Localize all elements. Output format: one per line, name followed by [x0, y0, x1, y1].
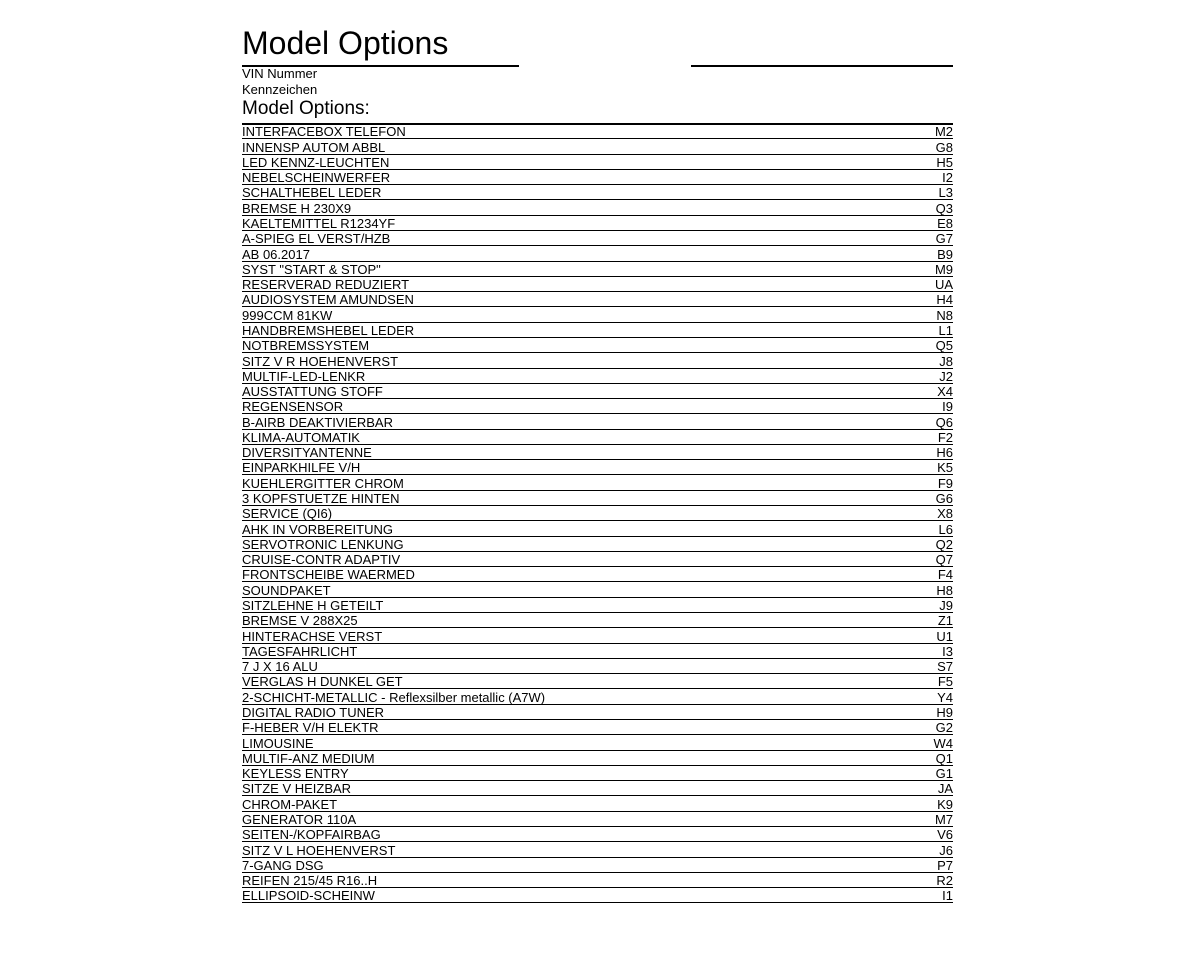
- option-name: SITZ V L HOEHENVERST: [242, 842, 396, 858]
- option-name: RESERVERAD REDUZIERT: [242, 277, 410, 293]
- vin-label: VIN Nummer: [242, 66, 318, 81]
- option-name: BREMSE V 288X25: [242, 613, 358, 629]
- option-row: [242, 858, 953, 873]
- option-row: [242, 323, 953, 338]
- plate-label: Kennzeichen: [242, 82, 318, 97]
- option-name: HINTERACHSE VERST: [242, 628, 383, 644]
- option-name: LED KENNZ-LEUCHTEN: [242, 154, 390, 170]
- option-row: [242, 674, 953, 689]
- option-code: F4: [937, 567, 953, 583]
- option-code: S7: [937, 659, 953, 675]
- option-row: [242, 262, 953, 277]
- option-name: HANDBREMSHEBEL LEDER: [242, 322, 415, 338]
- option-row: [242, 231, 953, 246]
- option-row: [242, 582, 953, 597]
- option-code: Q2: [935, 536, 953, 552]
- option-code: Y4: [937, 689, 953, 705]
- option-row: [242, 200, 953, 215]
- option-row: [242, 170, 953, 185]
- option-code: H4: [936, 292, 953, 308]
- option-name: NOTBREMSSYSTEM: [242, 338, 370, 354]
- option-code: J8: [939, 353, 953, 369]
- option-code: V6: [937, 827, 953, 843]
- option-row: [242, 445, 953, 460]
- option-name: 2-SCHICHT-METALLIC - Reflexsilber metallic (A7W): [242, 689, 546, 705]
- option-code: B9: [937, 246, 953, 262]
- option-name: GENERATOR 110A: [242, 811, 357, 827]
- option-code: P7: [937, 857, 953, 873]
- option-name: KAELTEMITTEL R1234YF: [242, 215, 396, 231]
- option-name: 7 J X 16 ALU: [242, 659, 318, 675]
- option-row: [242, 124, 953, 139]
- option-name: KUEHLERGITTER CHROM: [242, 475, 404, 491]
- option-row: [242, 430, 953, 445]
- option-code: M7: [934, 811, 953, 827]
- option-code: H5: [936, 154, 953, 170]
- option-row: [242, 644, 953, 659]
- section-title: Model Options:: [242, 98, 370, 119]
- option-row: [242, 353, 953, 368]
- option-row: [242, 735, 953, 750]
- option-code: UA: [934, 277, 953, 293]
- option-code: M2: [934, 124, 953, 140]
- option-name: 3 KOPFSTUETZE HINTEN: [242, 491, 400, 507]
- option-row: [242, 598, 953, 613]
- option-row: [242, 689, 953, 704]
- option-code: Q3: [935, 200, 953, 216]
- option-code: F9: [937, 475, 953, 491]
- option-name: INNENSP AUTOM ABBL: [242, 139, 386, 155]
- option-row: [242, 567, 953, 582]
- option-code: X8: [937, 506, 953, 522]
- option-code: F2: [937, 429, 953, 445]
- option-row: [242, 460, 953, 475]
- document-page: [242, 25, 953, 904]
- option-code: U1: [936, 628, 953, 644]
- option-name: KLIMA-AUTOMATIK: [242, 429, 360, 445]
- option-code: F5: [937, 674, 953, 690]
- option-name: KEYLESS ENTRY: [242, 766, 349, 782]
- option-row: [242, 537, 953, 552]
- option-name: SERVICE (QI6): [242, 506, 333, 522]
- option-row: [242, 827, 953, 842]
- option-code: I3: [942, 643, 953, 659]
- option-code: L3: [938, 185, 953, 201]
- option-code: R2: [936, 873, 953, 889]
- option-row: [242, 307, 953, 322]
- option-row: [242, 521, 953, 536]
- option-row: [242, 659, 953, 674]
- option-name: LIMOUSINE: [242, 735, 314, 751]
- option-code: H6: [936, 445, 953, 461]
- option-name: 7-GANG DSG: [242, 857, 324, 873]
- option-name: DIGITAL RADIO TUNER: [242, 704, 385, 720]
- option-code: J6: [939, 842, 953, 858]
- option-name: FRONTSCHEIBE WAERMED: [242, 567, 415, 583]
- option-code: Z1: [937, 613, 953, 629]
- title-underline-right: [691, 65, 953, 67]
- option-name: MULTIF-ANZ MEDIUM: [242, 750, 375, 766]
- option-name: INTERFACEBOX TELEFON: [242, 124, 406, 140]
- option-code: Q7: [935, 552, 953, 568]
- option-name: AHK IN VORBEREITUNG: [242, 521, 393, 537]
- option-name: SCHALTHEBEL LEDER: [242, 185, 382, 201]
- option-row: [242, 552, 953, 567]
- option-code: K9: [937, 796, 953, 812]
- option-code: G6: [935, 491, 953, 507]
- option-name: A-SPIEG EL VERST/HZB: [242, 231, 391, 247]
- option-name: BREMSE H 230X9: [242, 200, 352, 216]
- option-code: J2: [939, 368, 953, 384]
- option-row: [242, 277, 953, 292]
- option-name: SEITEN-/KOPFAIRBAG: [242, 827, 381, 843]
- option-name: ELLIPSOID-SCHEINW: [242, 888, 375, 904]
- option-name: TAGESFAHRLICHT: [242, 643, 358, 659]
- option-code: Q6: [935, 414, 953, 430]
- option-row: [242, 812, 953, 827]
- option-name: SERVOTRONIC LENKUNG: [242, 536, 404, 552]
- option-row: [242, 796, 953, 811]
- option-row: [242, 842, 953, 857]
- option-row: [242, 628, 953, 643]
- option-row: [242, 139, 953, 154]
- option-code: X4: [937, 384, 953, 400]
- option-code: JA: [937, 781, 953, 797]
- option-name: CHROM-PAKET: [242, 796, 338, 812]
- option-name: DIVERSITYANTENNE: [242, 445, 372, 461]
- option-name: AUSSTATTUNG STOFF: [242, 384, 383, 400]
- option-name: SITZ V R HOEHENVERST: [242, 353, 399, 369]
- option-name: AB 06.2017: [242, 246, 310, 262]
- page-title: Model Options: [242, 25, 449, 61]
- option-code: J9: [939, 598, 953, 613]
- option-row: [242, 216, 953, 231]
- option-name: REGENSENSOR: [242, 399, 344, 415]
- option-code: L6: [938, 521, 953, 537]
- option-row: [242, 414, 953, 429]
- option-name: SYST "START & STOP": [242, 261, 381, 277]
- option-code: G8: [935, 139, 953, 155]
- option-name: AUDIOSYSTEM AMUNDSEN: [242, 292, 414, 308]
- option-code: M9: [934, 261, 953, 277]
- option-row: [242, 506, 953, 521]
- option-code: L1: [938, 322, 953, 338]
- option-code: K5: [937, 460, 953, 476]
- option-name: SITZLEHNE H GETEILT: [242, 598, 384, 613]
- option-code: I2: [942, 170, 953, 186]
- option-code: N8: [936, 307, 953, 323]
- option-row: [242, 475, 953, 490]
- option-code: G1: [935, 766, 953, 782]
- option-name: CRUISE-CONTR ADAPTIV: [242, 552, 401, 568]
- option-name: 999CCM 81KW: [242, 307, 333, 323]
- option-row: [242, 705, 953, 720]
- option-name: B-AIRB DEAKTIVIERBAR: [242, 414, 393, 430]
- option-name: SITZE V HEIZBAR: [242, 781, 352, 797]
- option-code: Q5: [935, 338, 953, 354]
- option-name: REIFEN 215/45 R16..H: [242, 873, 378, 889]
- option-name: EINPARKHILFE V/H: [242, 460, 361, 476]
- option-row: [242, 369, 953, 384]
- option-row: [242, 751, 953, 766]
- option-row: [242, 720, 953, 735]
- option-code: E8: [937, 215, 953, 231]
- option-row: [242, 399, 953, 414]
- option-row: [242, 781, 953, 796]
- option-name: VERGLAS H DUNKEL GET: [242, 674, 403, 690]
- option-code: I9: [942, 399, 953, 415]
- vehicle-meta: [242, 66, 317, 98]
- option-row: [242, 613, 953, 628]
- option-code: G2: [935, 720, 953, 736]
- option-row: [242, 873, 953, 888]
- option-code: Q1: [935, 750, 953, 766]
- option-row: [242, 155, 953, 170]
- option-name: F-HEBER V/H ELEKTR: [242, 720, 379, 736]
- option-row: [242, 491, 953, 506]
- option-row: [242, 246, 953, 261]
- options-list: [242, 124, 953, 903]
- option-row: [242, 292, 953, 307]
- option-code: G7: [935, 231, 953, 247]
- option-code: H8: [936, 582, 953, 598]
- option-row: [242, 185, 953, 200]
- option-code: H9: [936, 704, 953, 720]
- option-row: [242, 766, 953, 781]
- option-name: MULTIF-LED-LENKR: [242, 368, 366, 384]
- option-row: [242, 384, 953, 399]
- option-code: W4: [933, 735, 953, 751]
- option-code: I1: [942, 888, 953, 904]
- option-name: NEBELSCHEINWERFER: [242, 170, 391, 186]
- option-row: [242, 338, 953, 353]
- option-row: [242, 888, 953, 903]
- option-name: SOUNDPAKET: [242, 582, 331, 598]
